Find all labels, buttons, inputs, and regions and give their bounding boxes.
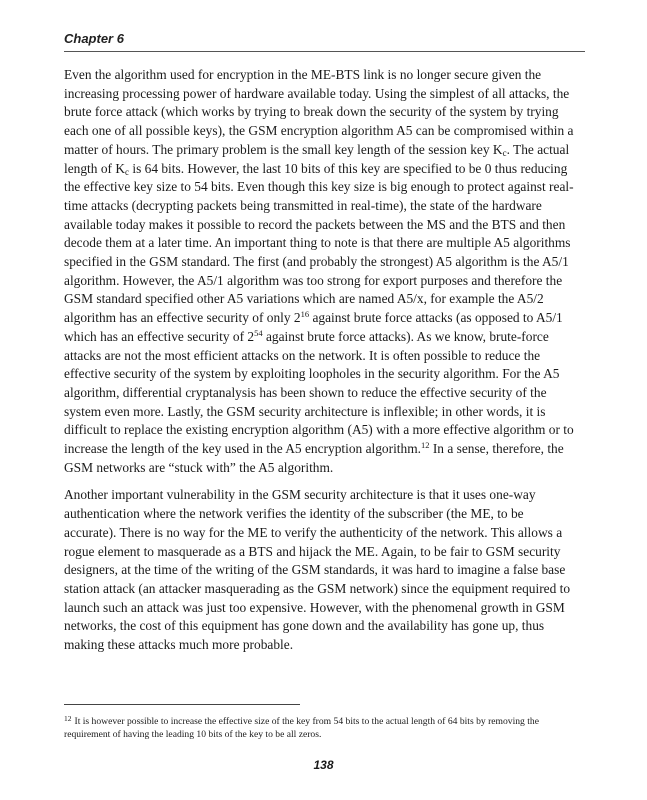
paragraph-2: Another important vulnerability in the GSM security architecture is that it uses one-way authentication where the network verifies the identity of the subscriber (the ME, to be accurate). There is no way for the ME to verify the authenticity of the network. This allows a rogue element to masquerade as a BTS and hijack the ME. Again, to be fair to GSM security designers, at the time of the writing of the GSM standards, it was hard to imagine a false base station attack (an attacker masquerading as the GSM network) since the equipment required to launch such an attack was just too expensive. However, with the phenomenal growth in GSM networks, the cost of this equipment has gone down and the availability has gone up, thus making these attacks much more probable. xyxy=(64,487,571,653)
footnote-number: 12 xyxy=(64,714,72,723)
page-number: 138 xyxy=(313,758,334,772)
running-header xyxy=(64,30,585,52)
footnote-divider xyxy=(64,704,300,705)
exponent: 16 xyxy=(300,309,310,320)
exponent: 54 xyxy=(254,327,263,338)
footnote xyxy=(64,712,584,741)
chapter-title: Chapter 6 xyxy=(64,31,124,46)
subscript-c: c xyxy=(125,166,129,177)
footnote-text: It is however possible to increase the effective size of the key from 54 bits to the actual length of 64 bits by removing the requirement of having the leading 10 bits of the key to be all zeros. xyxy=(64,716,539,740)
body-text xyxy=(64,66,574,664)
paragraph-1: Even the algorithm used for encryption in the ME-BTS link is no longer secure given the increasing processing power of hardware available today. Using the simplest of all attacks, the brute force attack (which works by trying to break down the security of the system by trying each one of all possible keys), the GSM encryption algorithm A5 can be compromised within a matter of hours. The primary problem is the small key length of the session key $K_c$. The actual length of $K_c$ is 64 bits. However, the last 10 bits of this key are specified to be 0 thus reducing the effective key size to 54 bits. Even though this key size is big enough to protect against real-time attacks (decrypting packets being transmitted in real-time), the state of the hardware available today makes it possible to record the packets between the MS and the BTS and then decode them at a later time. An important thing to note is that there are multiple A5 algorithms specified in the GSM standard. The first (and probably the strongest) A5 algorithm is the A5/1 algorithm. However, the A5/1 algorithm was too strong for export purposes and therefore the GSM standard specified other A5 variations which are named A5/x, for example the A5/2 algorithm has an effective security of only $2^{16}$ against brute force attacks (as opposed to A5/1 which has an effective security of $2^{54}$ against brute force attacks). As we know, brute-force attacks are not the most efficient attacks on the network. It is often possible to reduce the effective security of the system by exploiting loopholes in the security algorithm. For the A5 algorithm, differential cryptanalysis has been shown to reduce the effective security of the system even more. Lastly, the GSM security architecture is inflexible; in other words, it is difficult to replace the existing encryption algorithm (A5) with a more effective algorithm or to increase the length of the key used in the A5 encryption algorithm.$^{12}$ In a sense, therefore, the GSM networks are “stuck with” the A5 algorithm. xyxy=(64,67,574,475)
footnote-reference[interactable]: 12 xyxy=(420,440,430,451)
subscript-c: c xyxy=(502,147,507,158)
